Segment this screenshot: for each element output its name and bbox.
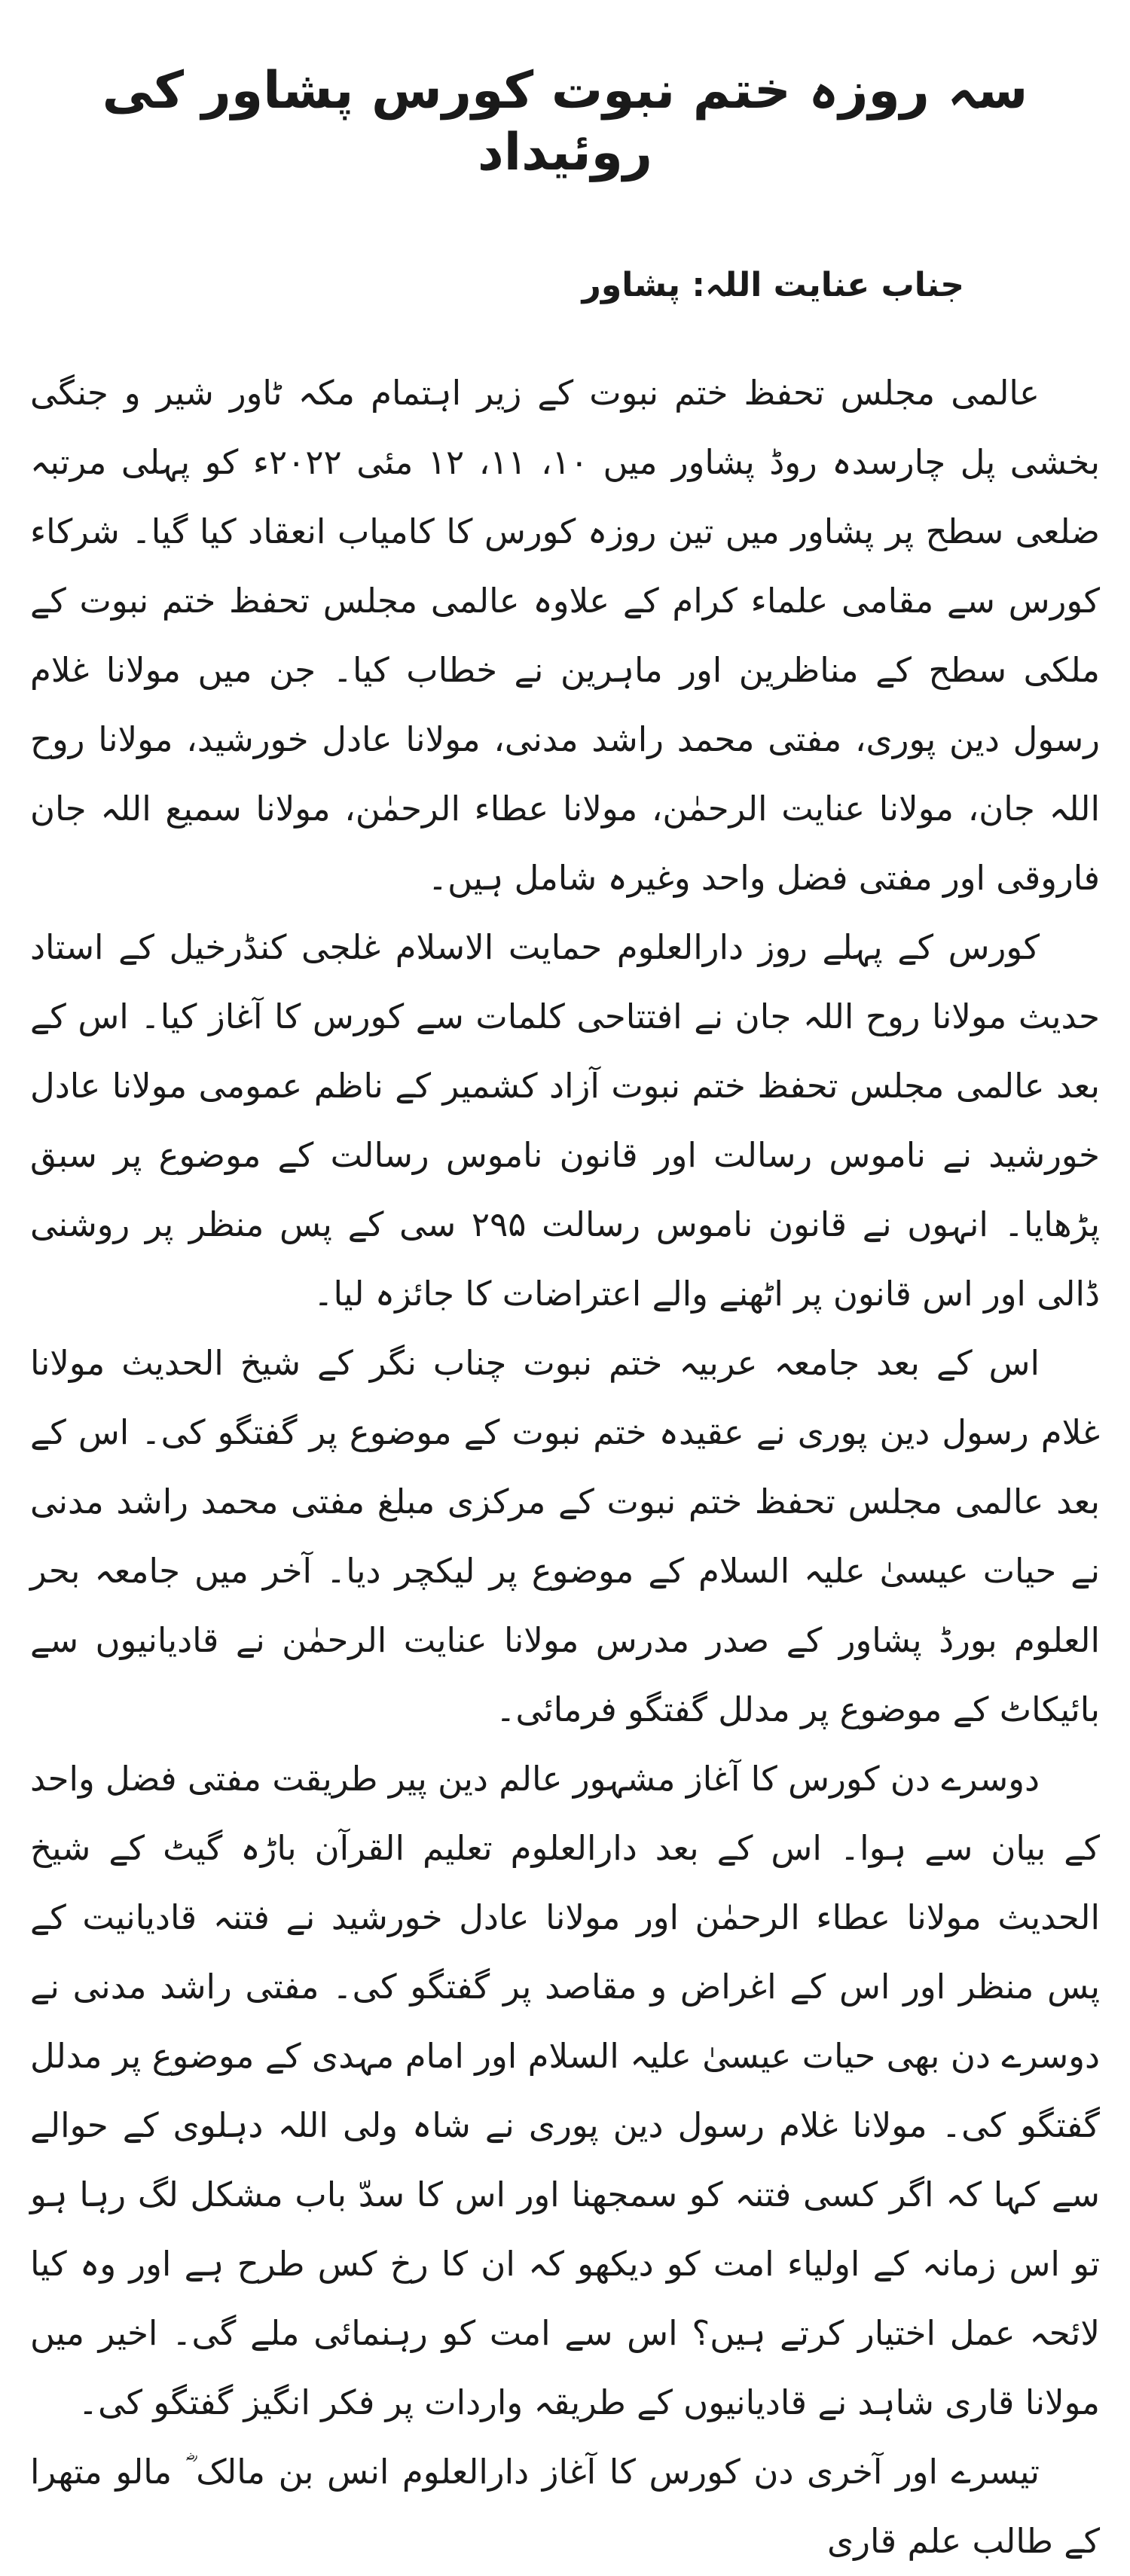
- paragraph: عالمی مجلس تحفظ ختم نبوت کے زیر اہتمام مکہ ٹاور شیر و جنگی بخشی پل چارسدہ روڈ پشاور میں ۱۰، ۱۱، ۱۲ مئی ۲۰۲۲ء کو پہلی مرتبہ ضلعی سطح پر پشاور میں تین روزہ کورس کا کامیاب انعقاد کیا گیا۔ شرکاء کورس سے مقامی علماء کرام کے علاوہ عالمی مجلس تحفظ ختم نبوت کے ملکی سطح کے مناظرین اور ماہرین نے خطاب کیا۔ جن میں مولانا غلام رسول دین پوری، مفتی محمد راشد مدنی، مولانا عادل خورشید، مولانا روح اللہ جان، مولانا عنایت الرحمٰن، مولانا عطاء الرحمٰن، مولانا سمیع اللہ جان فاروقی اور مفتی فضل واحد وغیرہ شامل ہیں۔: [30, 372, 1101, 898]
- paragraph: کورس کے پہلے روز دارالعلوم حمایت الاسلام غلجی کنڈرخیل کے استاد حدیث مولانا روح اللہ جان نے افتتاحی کلمات سے کورس کا آغاز کیا۔ اس کے بعد عالمی مجلس تحفظ ختم نبوت آزاد کشمیر کے ناظم عمومی مولانا عادل خورشید نے ناموس رسالت اور قانون ناموس رسالت کے موضوع پر سبق پڑھایا۔ انہوں نے قانون ناموس رسالت ۲۹۵ سی کے پس منظر پر روشنی ڈالی اور اس قانون پر اٹھنے والے اعتراضات کا جائزہ لیا۔: [30, 926, 1100, 1314]
- paragraph: تیسرے اور آخری دن کورس کا آغاز دارالعلوم انس بن مالک ؓ مالو متھرا کے طالب علم قاری: [30, 2451, 1100, 2561]
- document-title: سہ روزہ ختم نبوت کورس پشاور کی روئیداد: [102, 61, 1028, 182]
- paragraph: دوسرے دن کورس کا آغاز مشہور عالم دین پیر طریقت مفتی فضل واحد کے بیان سے ہوا۔ اس کے بعد دارالعلوم تعلیم القرآن باڑہ گیٹ کے شیخ الحدیث مولانا عطاء الرحمٰن اور مولانا عادل خورشید نے فتنہ قادیانیت کے پس منظر اور اس کے اغراض و مقاصد پر گفتگو کی۔ مفتی راشد مدنی نے دوسرے دن بھی حیات عیسیٰ علیہ السلام اور امام مہدی کے موضوع پر مدلل گفتگو کی۔ مولانا غلام رسول دین پوری نے شاہ ولی اللہ دہلوی کے حوالے سے کہا کہ اگر کسی فتنہ کو سمجھنا اور اس کا سدّ باب مشکل لگ رہا ہو تو اس زمانہ کے اولیاء امت کو دیکھو کہ ان کا رخ کس طرح ہے اور وہ کیا لائحہ عمل اختیار کرتے ہیں؟ اس سے امت کو رہنمائی ملے گی۔ اخیر میں مولانا قاری شاہد نے قادیانیوں کے طریقہ واردات پر فکر انگیز گفتگو کی۔: [30, 1758, 1100, 2422]
- article-body: [30, 359, 1100, 2576]
- paragraph: اس کے بعد جامعہ عربیہ ختم نبوت چناب نگر کے شیخ الحدیث مولانا غلام رسول دین پوری نے عقیدہ ختم نبوت کے موضوع پر گفتگو کی۔ اس کے بعد عالمی مجلس تحفظ ختم نبوت کے مرکزی مبلغ مفتی محمد راشد مدنی نے حیات عیسیٰ علیہ السلام کے موضوع پر لیکچر دیا۔ آخر میں جامعہ بحر العلوم بورڈ پشاور کے صدر مدرس مولانا عنایت الرحمٰن نے قادیانیوں سے بائیکاٹ کے موضوع پر مدلل گفتگو فرمائی۔: [30, 1342, 1100, 1729]
- author-byline: جناب عنایت اللہ: پشاور: [582, 266, 964, 305]
